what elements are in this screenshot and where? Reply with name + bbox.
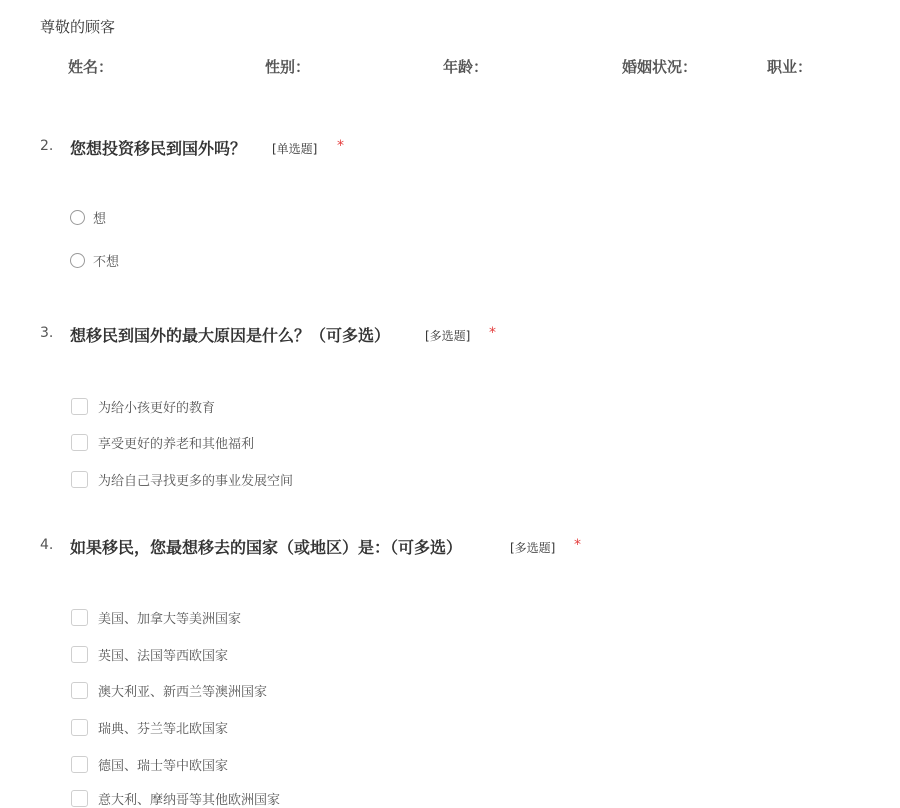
option-label: 意大利、摩纳哥等其他欧洲国家 — [98, 792, 281, 808]
checkbox[interactable] — [71, 756, 88, 773]
gender-field-label: 性别： — [265, 58, 311, 76]
question-type-badge: [单选题] — [272, 142, 318, 156]
option-checkbox[interactable] — [71, 644, 228, 664]
checkbox[interactable] — [71, 790, 88, 807]
question-number: 2. — [40, 138, 54, 154]
option-checkbox[interactable] — [71, 788, 280, 808]
required-marker: * — [574, 537, 581, 553]
option-label: 英国、法国等西欧国家 — [98, 648, 229, 664]
question-title: 您想投资移民到国外吗？ — [70, 139, 247, 158]
checkbox[interactable] — [71, 646, 88, 663]
option-label: 为给小孩更好的教育 — [98, 400, 216, 416]
option-checkbox[interactable] — [71, 469, 293, 489]
checkbox[interactable] — [71, 434, 88, 451]
question-type-badge: [多选题] — [510, 541, 556, 555]
question-title: 想移民到国外的最大原因是什么？（可多选） — [70, 326, 391, 345]
option-label: 不想 — [93, 254, 120, 270]
option-checkbox[interactable] — [71, 607, 241, 627]
option-label: 美国、加拿大等美洲国家 — [98, 611, 242, 627]
option-checkbox[interactable] — [71, 432, 254, 452]
question-number: 3. — [40, 325, 54, 341]
option-label: 澳大利亚、新西兰等澳洲国家 — [98, 684, 268, 700]
option-label: 为给自己寻找更多的事业发展空间 — [98, 473, 294, 489]
option-checkbox[interactable] — [71, 680, 267, 700]
radio-button[interactable] — [70, 253, 85, 268]
radio-button[interactable] — [70, 210, 85, 225]
option-label: 享受更好的养老和其他福利 — [98, 436, 255, 452]
required-marker: * — [337, 138, 344, 154]
checkbox[interactable] — [71, 682, 88, 699]
marital-status-field-label: 婚姻状况： — [622, 58, 698, 76]
checkbox[interactable] — [71, 719, 88, 736]
option-radio-buxiang[interactable] — [70, 250, 119, 270]
option-checkbox[interactable] — [71, 754, 228, 774]
age-field-label: 年龄： — [443, 58, 489, 76]
option-label: 德国、瑞士等中欧国家 — [98, 758, 229, 774]
name-field-label: 姓名： — [68, 58, 114, 76]
question-type-badge: [多选题] — [425, 329, 471, 343]
greeting-text: 尊敬的顾客 — [40, 18, 116, 36]
question-title: 如果移民，您最想移去的国家（或地区）是：（可多选） — [70, 538, 463, 557]
required-marker: * — [489, 325, 496, 341]
option-checkbox[interactable] — [71, 717, 228, 737]
option-label: 想 — [93, 211, 107, 227]
checkbox[interactable] — [71, 609, 88, 626]
option-label: 瑞典、芬兰等北欧国家 — [98, 721, 229, 737]
option-radio-xiang[interactable] — [70, 207, 106, 227]
question-number: 4. — [40, 537, 54, 553]
checkbox[interactable] — [71, 398, 88, 415]
occupation-field-label: 职业： — [767, 58, 813, 76]
checkbox[interactable] — [71, 471, 88, 488]
option-checkbox[interactable] — [71, 396, 215, 416]
